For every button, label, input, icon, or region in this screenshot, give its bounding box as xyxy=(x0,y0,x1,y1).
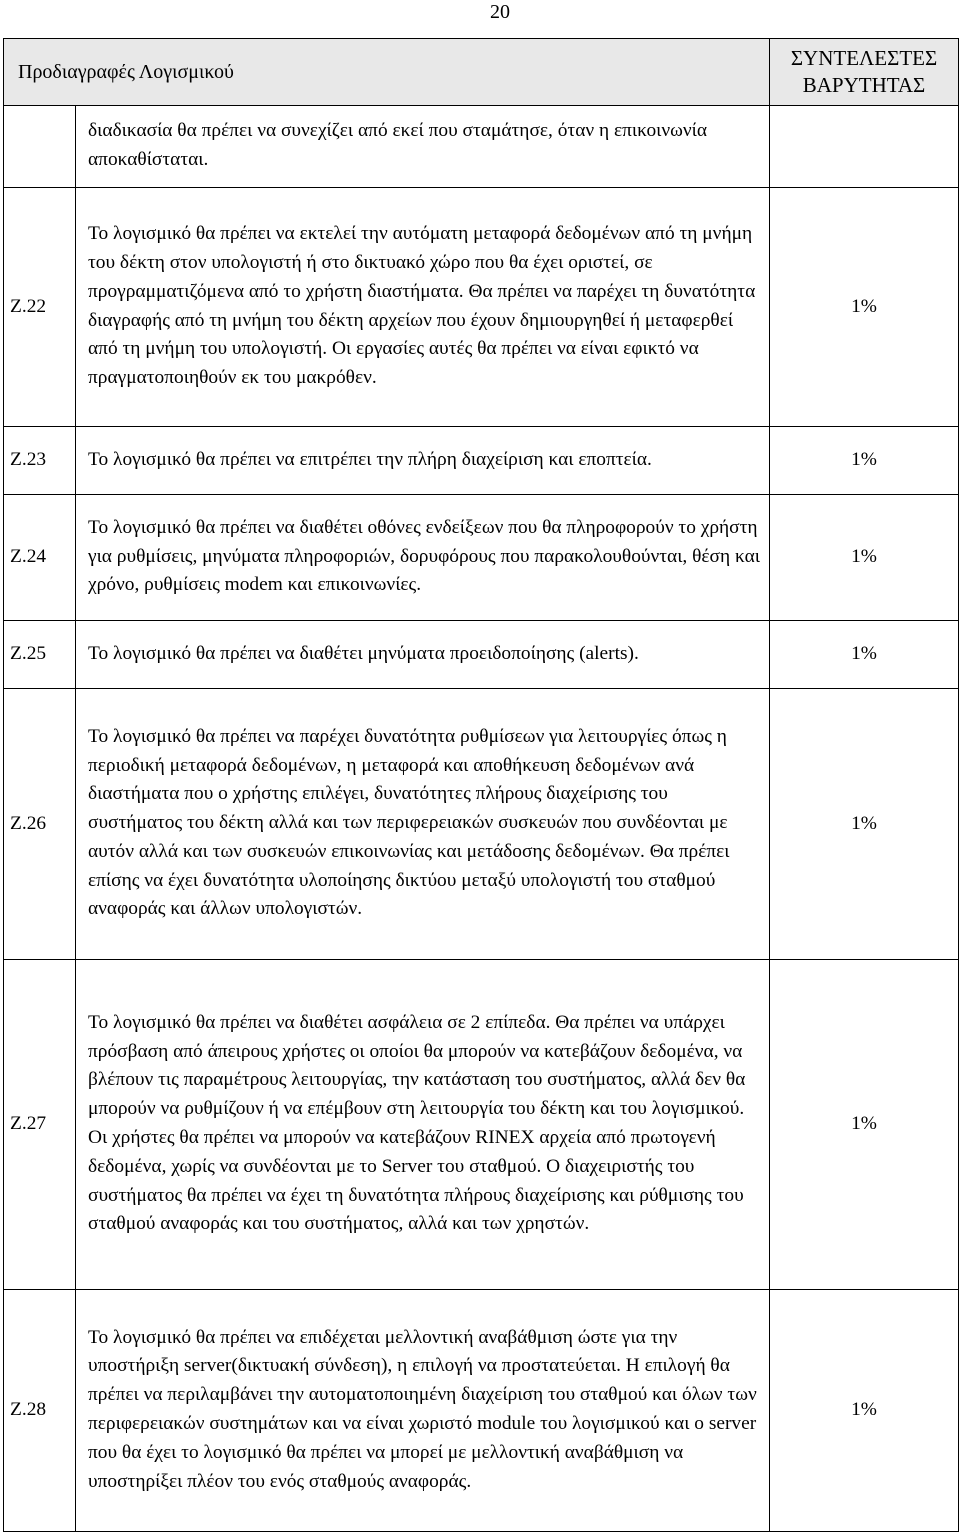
table-row xyxy=(4,495,959,621)
requirement-weight: 1% xyxy=(770,960,959,1290)
requirement-text: Το λογισμικό θα πρέπει να διαθέτει μηνύματα προειδοποίησης (alerts). xyxy=(76,621,770,689)
table-row xyxy=(4,188,959,427)
requirement-id: Ζ.23 xyxy=(4,427,76,495)
requirement-id: Ζ.26 xyxy=(4,689,76,960)
requirement-weight: 1% xyxy=(770,427,959,495)
requirement-text: Το λογισμικό θα πρέπει να παρέχει δυνατότητα ρυθμίσεων για λειτουργίες όπως η περιοδική μεταφορά δεδομένων, η μεταφορά και αποθήκευση δεδομένων ανά διαστήματα που ο χρήστης επιλέγει, δυνατότητες πλήρους διαχείρισης του συστήματος του δέκτη αλλά και των περιφερειακών συσκευών που συνδέονται με αυτόν αλλά και των συσκευών επικοινωνίας και μετάδοσης δεδομένων. Θα πρέπει επίσης να έχει δυνατότητα υλοποίησης δικτύου μεταξύ υπολογιστή του σταθμού αναφοράς και άλλων υπολογιστών. xyxy=(76,689,770,960)
requirement-id: Ζ.24 xyxy=(4,495,76,621)
header-title-cell xyxy=(4,39,770,106)
continuation-weight-cell xyxy=(770,106,959,188)
requirement-weight: 1% xyxy=(770,1290,959,1532)
requirement-id: Ζ.27 xyxy=(4,960,76,1290)
requirement-text: Το λογισμικό θα πρέπει να επιτρέπει την πλήρη διαχείριση και εποπτεία. xyxy=(76,427,770,495)
table-row xyxy=(4,1290,959,1532)
table-row xyxy=(4,427,959,495)
table-row xyxy=(4,960,959,1290)
requirement-id: Ζ.25 xyxy=(4,621,76,689)
requirement-weight: 1% xyxy=(770,689,959,960)
specifications-table xyxy=(3,38,959,1532)
requirement-weight: 1% xyxy=(770,495,959,621)
continuation-id-cell xyxy=(4,106,76,188)
continuation-row xyxy=(4,106,959,188)
header-weight-title: ΣΥΝΤΕΛΕΣΤΕΣ ΒΑΡΥΤΗΤΑΣ xyxy=(770,39,959,106)
table-row xyxy=(4,689,959,960)
continuation-text: διαδικασία θα πρέπει να συνεχίζει από εκεί που σταμάτησε, όταν η επικοινωνία αποκαθίσταται. xyxy=(76,106,770,188)
requirement-text: Το λογισμικό θα πρέπει να επιδέχεται μελλοντική αναβάθμιση ώστε για την υποστήριξη server(δικτυακή σύνδεση), η επιλογή να προστατεύεται. Η επιλογή θα πρέπει να περιλαμβάνει την αυτοματοποιημένη διαχείριση του σταθμού και όλων των περιφερειακών συστημάτων και να είναι χωριστό module του λογισμικού και ο server που θα έχει το λογισμικό θα πρέπει να μπορεί με μελλοντική αναβάθμιση να υποστηρίξει πλέον του ενός σταθμούς αναφοράς. xyxy=(76,1290,770,1532)
requirement-id: Ζ.28 xyxy=(4,1290,76,1532)
requirement-text: Το λογισμικό θα πρέπει να διαθέτει ασφάλεια σε 2 επίπεδα. Θα πρέπει να υπάρχει πρόσβαση από άπειρους χρήστες οι οποίοι θα μπορούν να κατεβάζουν δεδομένα, να βλέπουν τις παραμέτρους λειτουργίας, την κατάσταση του συστήματος, αλλά δεν θα μπορούν να ρυθμίζουν ή να επέμβουν στη λειτουργία του δέκτη και του λογισμικού. Οι χρήστες θα πρέπει να μπορούν να κατεβάζουν RINEX αρχεία από πρωτογενή δεδομένα, χωρίς να συνδέονται με το Server του σταθμού. Ο διαχειριστής του συστήματος θα πρέπει να έχει τη δυνατότητα πλήρους διαχείρισης και ρύθμισης του σταθμού αναφοράς και του συστήματος, αλλά και των χρηστών. xyxy=(76,960,770,1290)
requirement-weight: 1% xyxy=(770,188,959,427)
table-header-row xyxy=(4,39,959,106)
requirement-weight: 1% xyxy=(770,621,959,689)
page-number: 20 xyxy=(490,1,510,23)
requirement-text: Το λογισμικό θα πρέπει να εκτελεί την αυτόματη μεταφορά δεδομένων από τη μνήμη του δέκτη στον υπολογιστή ή στο δικτυακό χώρο που θα έχει οριστεί, σε προγραμματιζόμενα από το χρήστη διαστήματα. Θα πρέπει να παρέχει τη δυνατότητα διαγραφής από τη μνήμη του δέκτη αρχείων που έχουν δημιουργηθεί ή μεταφερθεί από τη μνήμη του υπολογιστή. Οι εργασίες αυτές θα πρέπει να είναι εφικτό να πραγματοποιηθούν εκ του μακρόθεν. xyxy=(76,188,770,427)
requirement-text: Το λογισμικό θα πρέπει να διαθέτει οθόνες ενδείξεων που θα πληροφορούν το χρήστη για ρυθμίσεις, μηνύματα πληροφοριών, δορυφόρους που παρακολουθούνται, θέση και χρόνο, ρυθμίσεις modem και επικοινωνίες. xyxy=(76,495,770,621)
table-row xyxy=(4,621,959,689)
header-title: Προδιαγραφές Λογισμικού xyxy=(18,60,234,83)
requirement-id: Ζ.22 xyxy=(4,188,76,427)
